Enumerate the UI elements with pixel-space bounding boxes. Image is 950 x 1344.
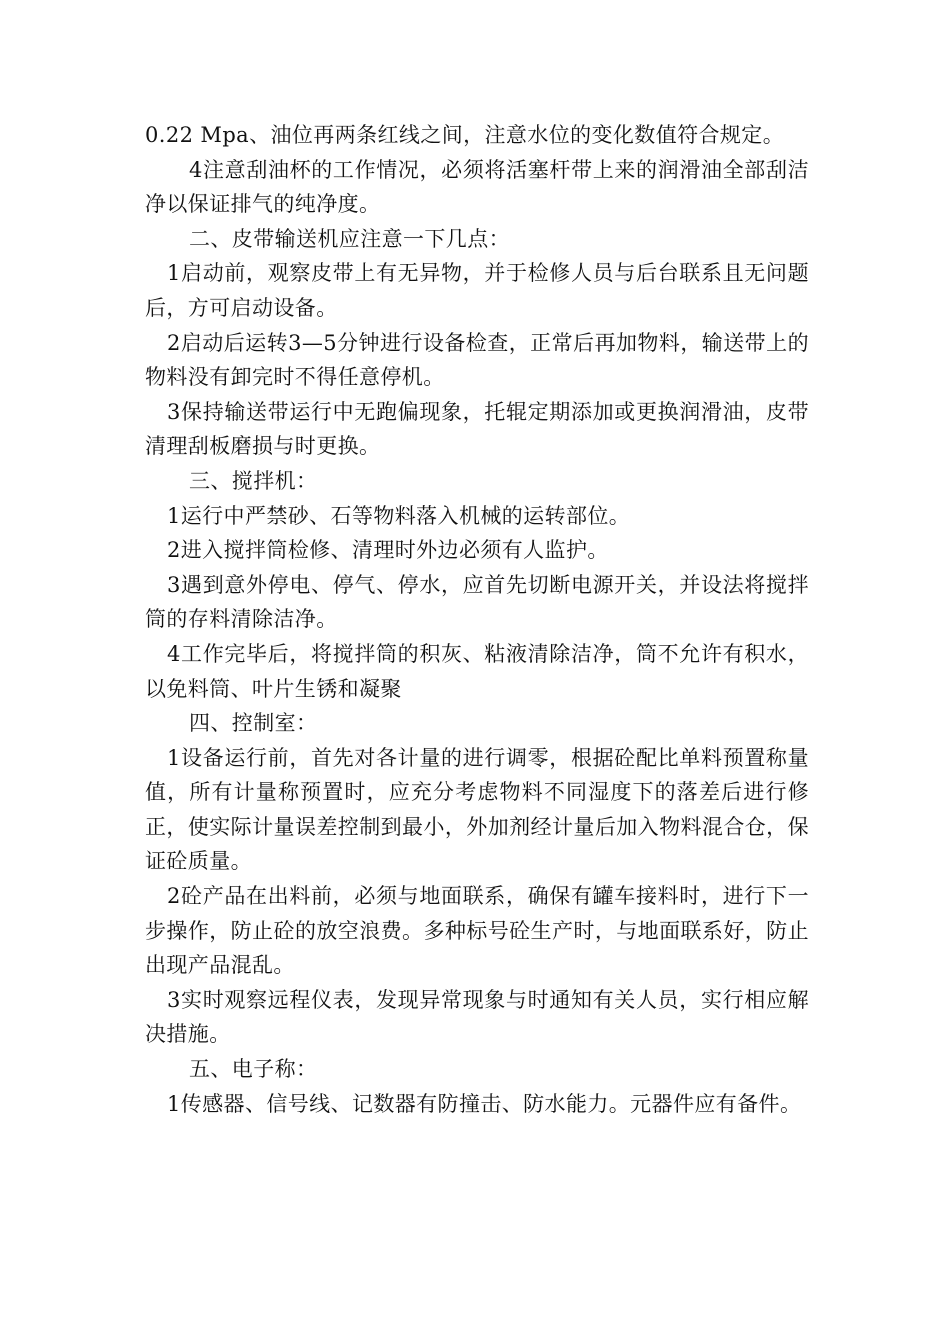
document-body — [145, 118, 809, 1121]
section-heading: 五、电子称： — [189, 1057, 318, 1082]
paragraph-item: 4注意刮油杯的工作情况，必须将活塞杆带上来的润滑油全部刮洁净以保证排气的纯净度。 — [145, 157, 809, 217]
paragraph-item: 4工作完毕后，将搅拌筒的积灰、粘液清除洁净，筒不允许有积水，以免料筒、叶片生锈和凝聚 — [145, 641, 809, 701]
paragraph-item: 3遇到意外停电、停气、停水，应首先切断电源开关，并设法将搅拌筒的存料清除洁净。 — [145, 572, 809, 632]
paragraph-item: 2进入搅拌筒检修、清理时外边必须有人监护。 — [167, 538, 609, 563]
paragraph-item: 1设备运行前，首先对各计量的进行调零，根据砼配比单料预置称量值，所有计量称预置时，应充分考虑物料不同湿度下的落差后进行修正，使实际计量误差控制到最小，外加剂经计量后加入物料混合仓，保证砼质量。 — [145, 745, 809, 874]
paragraph-item: 2砼产品在出料前，必须与地面联系，确保有罐车接料时，进行下一步操作，防止砼的放空浪费。多种标号砼生产时，与地面联系好，防止出现产品混乱。 — [145, 884, 809, 978]
paragraph-item: 2启动后运转3—5分钟进行设备检查，正常后再加物料，输送带上的物料没有卸完时不得任意停机。 — [145, 330, 809, 390]
paragraph-item: 3保持输送带运行中无跑偏现象，托辊定期添加或更换润滑油，皮带清理刮板磨损与时更换。 — [145, 399, 809, 459]
paragraph-continuation: 0.22 Mpa、油位再两条红线之间，注意水位的变化数值符合规定。 — [145, 123, 785, 147]
paragraph-item: 1传感器、信号线、记数器有防撞击、防水能力。元器件应有备件。 — [167, 1091, 802, 1116]
section-heading: 三、搅拌机： — [189, 468, 318, 493]
section-heading: 四、控制室： — [189, 711, 318, 736]
section-heading: 二、皮带输送机应注意一下几点： — [189, 226, 510, 251]
paragraph-item: 1启动前，观察皮带上有无异物，并于检修人员与后台联系且无问题后，方可启动设备。 — [145, 261, 809, 320]
paragraph-item: 1运行中严禁砂、石等物料落入机械的运转部位。 — [167, 503, 631, 528]
paragraph-item: 3实时观察远程仪表，发现异常现象与时通知有关人员，实行相应解决措施。 — [145, 987, 809, 1047]
